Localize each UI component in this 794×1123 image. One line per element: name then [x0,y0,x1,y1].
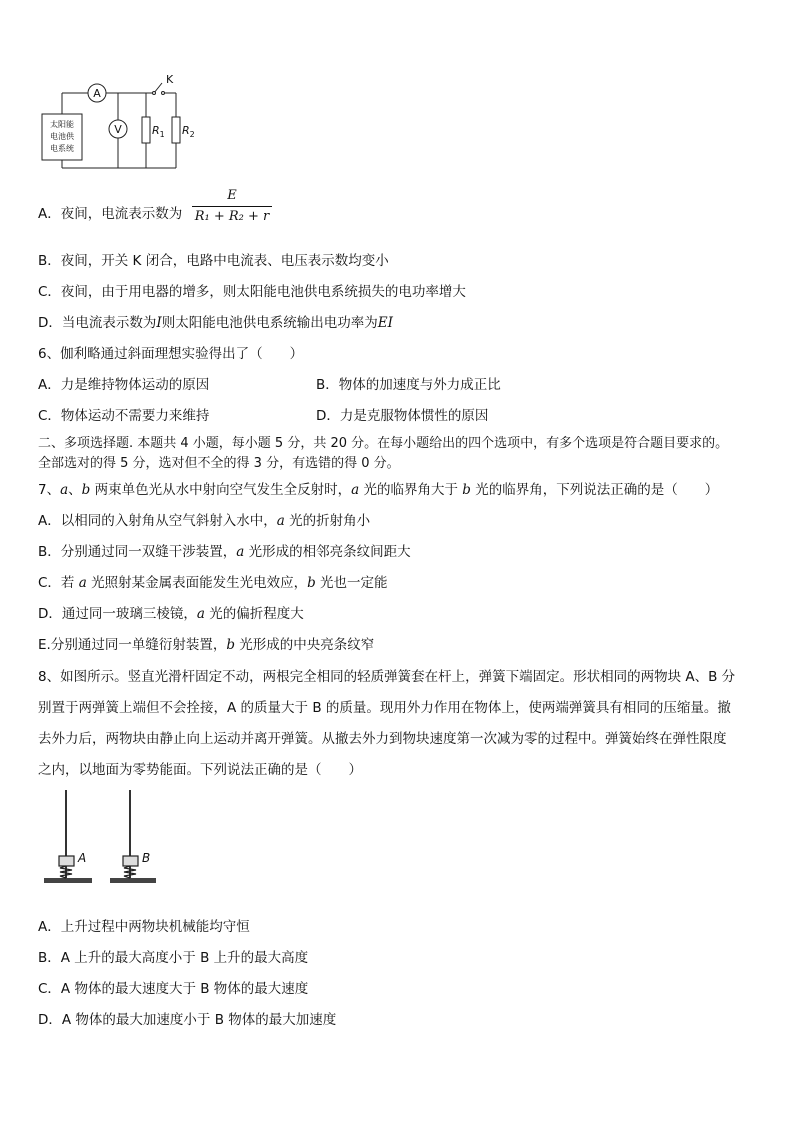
q7-stem-2: 两束单色光从水中射向空气发生全反射时， [90,482,352,498]
q5-option-b: B．夜间，开关 K 闭合，电路中电流表、电压表示数均变小 [38,253,389,269]
q7-option-b [38,540,411,560]
q7-number: 7、 [38,482,61,498]
q7-option-d [38,602,304,622]
q7-c-pre: C．若 [38,575,79,591]
svg-text:R2 [182,124,195,139]
r2-subscript: 2 [189,130,195,139]
q5-d-current: I [156,315,162,331]
resistor-r1 [142,117,150,143]
svg-text:R1 [152,124,165,139]
q7-b-pre: B．分别通过同一双缝干涉装置， [38,544,237,560]
q7-b2: b [462,482,471,498]
q7-c-var-b: b [307,575,316,591]
r1-label: R [152,124,160,137]
block-a [59,856,74,866]
fraction-numerator: E [227,188,237,203]
q5-d-power: EI [377,315,393,331]
q7-d-pre: D．通过同一玻璃三棱镜， [38,606,197,622]
switch-label: K [166,73,174,86]
q7-e-pre: E.分别通过同一单缝衍射装置， [38,637,227,653]
q5-option-a [38,202,182,222]
q8-option-a: A．上升过程中两物块机械能均守恒 [38,919,250,935]
q6-stem: 6、伽利略通过斜面理想实验得出了（ ） [38,346,304,362]
q5-option-a-text: A．夜间，电流表示数为 [38,206,183,222]
voltmeter-label: V [114,123,122,136]
q7-option-c [38,571,388,591]
section2-line1: 二、多项选择题. 本题共 4 小题，每小题 5 分，共 20 分。在每小题给出的四个选项中，有多个选项是符合题目要求的。 [38,436,729,451]
source-label-line2: 电池供 [50,132,74,141]
q8-line1: 8、如图所示。竖直光滑杆固定不动，两根完全相同的轻质弹簧套在杆上，弹簧下端固定。形状相同的两物块 A、B 分 [38,669,736,685]
q8-line3: 去外力后，两物块由静止向上运动并离开弹簧。从撤去外力到物块速度第一次减为零的过程中。弹簧始终在弹性限度 [38,731,727,747]
q7-c-post: 光也一定能 [315,575,388,591]
q7-a: a [60,482,69,498]
q7-a2: a [351,482,360,498]
spring-figure [40,786,170,890]
resistor-r2 [172,117,180,143]
q6-option-a: A．力是维持物体运动的原因 [38,377,210,393]
q7-a-pre: A．以相同的入射角从空气斜射入水中， [38,513,277,529]
q7-option-a [38,509,370,529]
r2-label: R [182,124,190,137]
q7-b-var: a [236,544,245,560]
q7-stem-3: 光的临界角大于 [359,482,463,498]
q7-e-var: b [226,637,235,653]
ground-right [110,878,156,883]
q7-b: b [81,482,91,498]
ammeter-label: A [93,87,101,100]
q7-stem-4: 光的临界角，下列说法正确的是（ ） [470,482,719,498]
fraction-bar [192,206,272,207]
source-label-line1: 太阳能 [50,120,74,129]
q7-b-post: 光形成的相邻亮条纹间距大 [244,544,411,560]
q5-d-middle: 则太阳能电池供电系统输出电功率为 [161,315,378,331]
q7-stem [38,478,718,498]
q7-d-var: a [196,606,205,622]
source-label-line3: 电系统 [50,144,74,153]
q5-option-c: C．夜间，由于用电器的增多，则太阳能电池供电系统损失的电功率增大 [38,284,466,300]
q6-option-b: B．物体的加速度与外力成正比 [316,377,501,393]
q6-option-c: C．物体运动不需要力来维持 [38,408,210,424]
q5-fraction [192,187,272,226]
r1-subscript: 1 [159,130,165,139]
ground-left [44,878,92,883]
q6-option-d: D．力是克服物体惯性的原因 [316,408,489,424]
q7-c-var-a: a [78,575,87,591]
q7-sep: 、 [68,482,82,498]
q7-a-post: 光的折射角小 [284,513,371,529]
q8-option-c: C．A 物体的最大速度大于 B 物体的最大速度 [38,981,309,997]
q7-d-post: 光的偏折程度大 [204,606,304,622]
q7-e-post: 光形成的中央亮条纹窄 [234,637,375,653]
q7-option-e [38,633,374,653]
q8-line4: 之内，以地面为零势能面。下列说法正确的是（ ） [38,762,362,778]
q7-c-mid: 光照射某金属表面能发生光电效应， [86,575,308,591]
circuit-diagram [36,72,206,172]
q7-a-var: a [276,513,285,529]
q5-option-d [38,311,393,331]
q5-d-prefix: D．当电流表示数为 [38,315,157,331]
block-b-label: B [142,851,151,865]
fraction-denominator: R₁ + R₂ + r [194,209,270,224]
q8-option-b: B．A 上升的最大高度小于 B 上升的最大高度 [38,950,309,966]
q8-option-d: D．A 物体的最大加速度小于 B 物体的最大加速度 [38,1012,337,1028]
block-b [123,856,138,866]
section2-line2: 全部选对的得 5 分，选对但不全的得 3 分，有选错的得 0 分。 [38,456,400,471]
block-a-label: A [78,851,87,865]
q8-line2: 别置于两弹簧上端但不会拴接，A 的质量大于 B 的质量。现用外力作用在物体上，使两端弹簧具有相同的压缩量。撤 [38,700,731,716]
